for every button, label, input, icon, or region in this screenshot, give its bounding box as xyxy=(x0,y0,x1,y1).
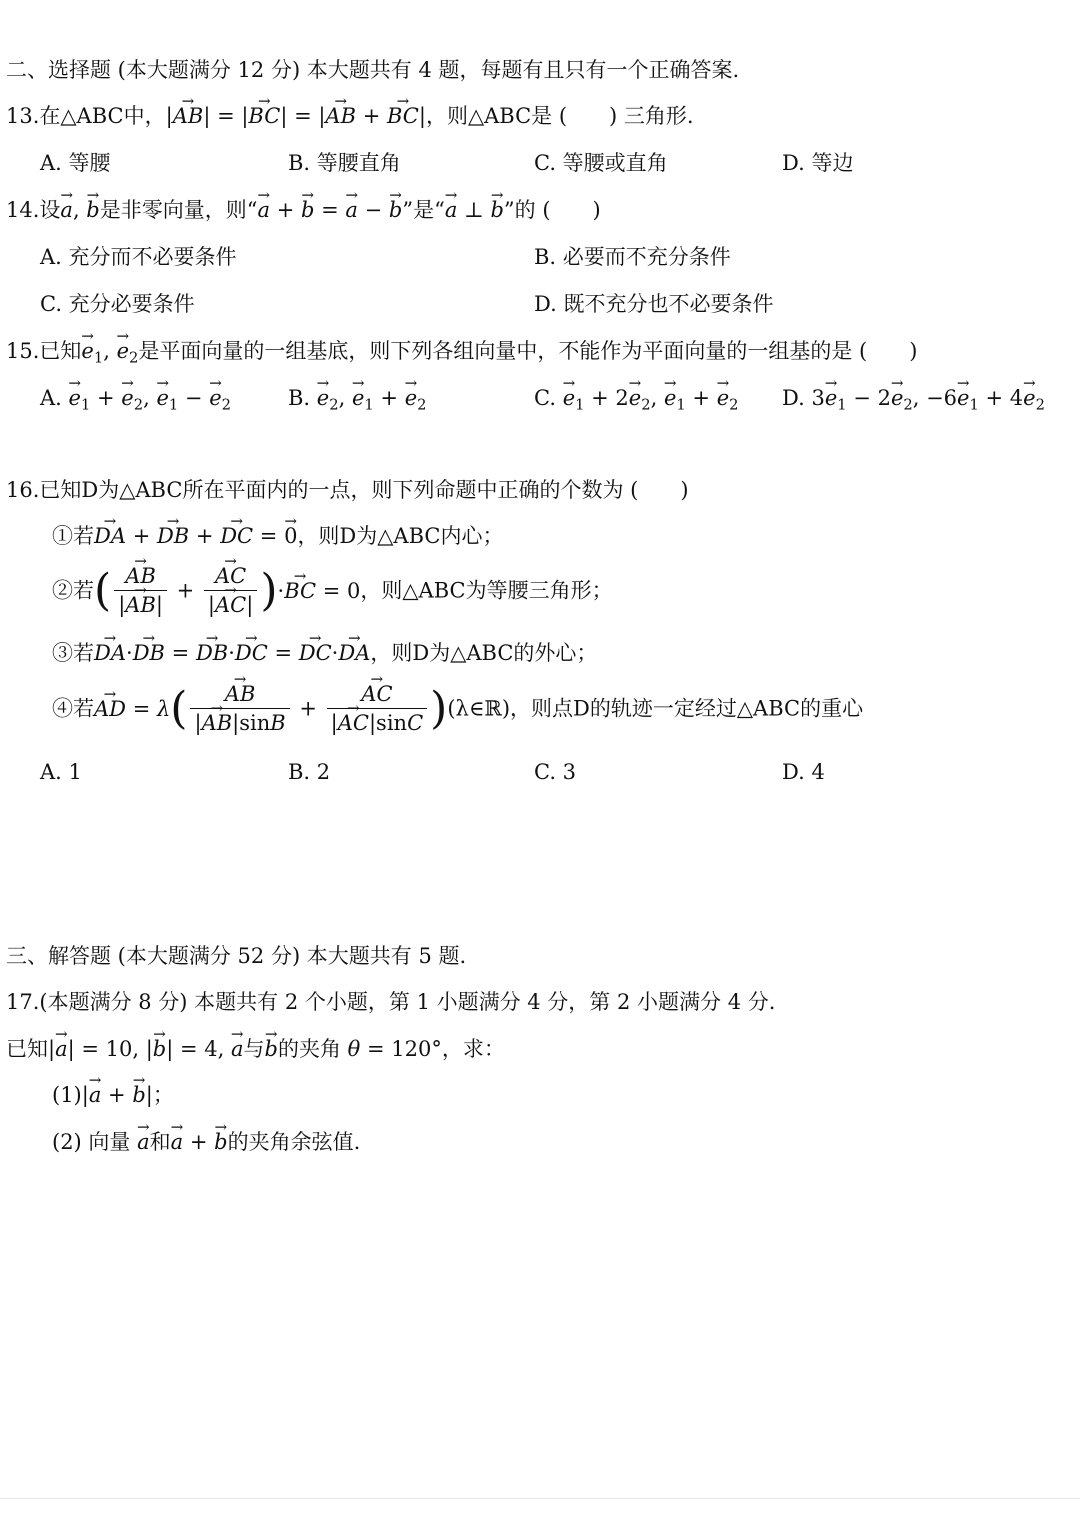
q16-number: 16. xyxy=(6,478,40,502)
q16-p4-pre: ④若 xyxy=(52,696,94,721)
q13-text-pre: 在△ABC中， xyxy=(39,104,166,128)
q16-p2-post: ，则△ABC为等腰三角形； xyxy=(360,578,613,603)
q17-part2-post: 的夹角余弦值. xyxy=(227,1130,361,1154)
q17-part-1: (1)|→ a + → b|； xyxy=(52,1083,174,1108)
q16-p2-pre: ②若 xyxy=(52,578,94,603)
q16-proposition-2: ②若( → $\frac{AB}{|\to AB|}$ + → $\frac{AC}{|\to AC|}$ )·→ BC = 0，则△ABC为等腰三角形； xyxy=(52,564,613,618)
q14-text-pre: 设 xyxy=(39,198,61,222)
q14-number: 14. xyxy=(6,198,40,222)
q15-option-a[interactable]: A. → $e_1$ + → $e_2$, → $e_1$ − → $e_2$ xyxy=(40,386,231,414)
q14-option-b[interactable]: B. 必要而不充分条件 xyxy=(534,245,731,269)
q15-option-c-label: C. xyxy=(534,386,556,410)
q14-text-post: ”的 ( ) xyxy=(503,198,601,222)
section2-header: 二、选择题 (本大题满分 12 分) 本大题共有 4 题，每题有且只有一个正确答案. xyxy=(6,58,740,82)
q14-option-c[interactable]: C. 充分必要条件 xyxy=(40,292,195,316)
q17-intro xyxy=(6,990,775,1015)
q16-p1-post: ，则D为△ABC内心； xyxy=(297,524,504,548)
q14-option-d[interactable]: D. 既不充分也不必要条件 xyxy=(534,292,774,316)
q14-stem: 14.设→ a, → b是非零向量，则“→ a + → b = → a − → b”是“→ a ⊥ → b”的 ( ) xyxy=(6,198,601,223)
q14-text-mid2: ”是“ xyxy=(402,198,445,222)
q16-proposition-4: ④若→ AD = λ( → $\frac{AB}{|\to AB|\sin B}$ + → $\frac{AC}{|\to AC|\sin C}$ )(λ∈ℝ)，则点D的轨迹一定经过△ABC的重心 xyxy=(52,682,863,736)
q16-p3-pre: ③若 xyxy=(52,641,94,665)
q15-text-post: 是平面向量的一组基底，则下列各组向量中，不能作为平面向量的一组基的是 ( ) xyxy=(138,339,918,363)
q15-number: 15. xyxy=(6,339,40,363)
q13-text-post: ，则△ABC是 ( ) 三角形. xyxy=(425,104,694,128)
q16-option-a[interactable]: A. 1 xyxy=(40,760,82,784)
q13-stem xyxy=(6,104,694,129)
q13-option-b[interactable]: B. 等腰直角 xyxy=(288,151,401,175)
q17-given: 已知|→ a| = 10, |→ b| = 4, → a与→ b的夹角 θ = 120°，求： xyxy=(6,1037,505,1062)
q16-option-c[interactable]: C. 3 xyxy=(534,760,577,784)
q16-proposition-1: ①若→ DA + → DB + → DC = → 0，则D为△ABC内心； xyxy=(52,524,503,549)
q16-option-d[interactable]: D. 4 xyxy=(782,760,825,784)
q17-part-2: (2) 向量 → a和→ a + → b的夹角余弦值. xyxy=(52,1130,360,1155)
q15-option-b-label: B. xyxy=(288,386,311,410)
q16-text: 已知D为△ABC所在平面内的一点，则下列命题中正确的个数为 ( ) xyxy=(39,478,689,502)
q17-part2-mid: 和 xyxy=(149,1130,171,1154)
q16-p1-pre: ①若 xyxy=(52,524,94,548)
q15-option-d[interactable]: D. $3\to e_1 - 2\to e_2$, $-6\to e_1 + 4\to e_2$ xyxy=(782,386,1045,414)
q16-p4-post: (λ∈ℝ)，则点D的轨迹一定经过△ABC的重心 xyxy=(447,696,864,721)
q15-option-a-label: A. xyxy=(40,386,62,410)
q16-option-b[interactable]: B. 2 xyxy=(288,760,331,784)
q15-stem: 15.已知→ $e_1$, → $e_2$是平面向量的一组基底，则下列各组向量中，不能作为平面向量的一组基的是 ( ) xyxy=(6,339,917,367)
q15-option-c[interactable]: C. → $e_1 + 2\to e_2$, → $e_1$ + → $e_2$ xyxy=(534,386,739,414)
q16-proposition-3: ③若→ DA·→ DB = → DB·→ DC = → DC·→ DA，则D为△ABC的外心； xyxy=(52,641,597,666)
q13-option-c[interactable]: C. 等腰或直角 xyxy=(534,151,668,175)
q13-option-d[interactable]: D. 等边 xyxy=(782,151,854,175)
q17-given-pre: 已知 xyxy=(6,1037,48,1061)
q16-p3-post: ，则D为△ABC的外心； xyxy=(370,641,598,665)
q13-condition: |→ AB| = |→ BC| = |→ AB + → BC| xyxy=(166,104,426,128)
q15-option-d-label: D. xyxy=(782,386,805,410)
page-bottom-divider xyxy=(0,1498,1080,1499)
q17-intro-text: (本题满分 8 分) 本题共有 2 个小题，第 1 小题满分 4 分，第 2 小题满分 4 分. xyxy=(39,990,776,1014)
q13-option-a[interactable]: A. 等腰 xyxy=(40,151,111,175)
section3-header: 三、解答题 (本大题满分 52 分) 本大题共有 5 题. xyxy=(6,944,467,968)
q14-text-mid: 是非零向量，则“ xyxy=(99,198,258,222)
q15-option-b[interactable]: B. → $e_2$, → $e_1$ + → $e_2$ xyxy=(288,386,427,414)
q17-part2-pre: (2) 向量 xyxy=(52,1130,131,1154)
q17-part1-pre: (1) xyxy=(52,1083,82,1107)
q15-text-pre: 已知 xyxy=(39,339,82,363)
q16-stem xyxy=(6,478,689,503)
q17-number: 17. xyxy=(6,990,40,1014)
q14-option-a[interactable]: A. 充分而不必要条件 xyxy=(40,245,237,269)
q17-given-post: ，求： xyxy=(441,1037,505,1061)
q13-number: 13. xyxy=(6,104,40,128)
